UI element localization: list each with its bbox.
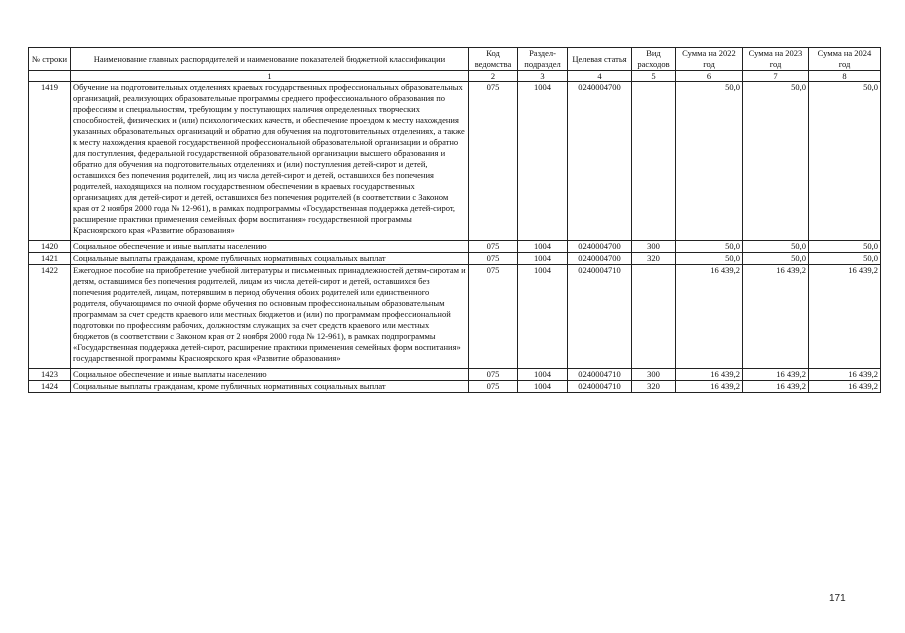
row-section: 1004: [518, 369, 568, 381]
row-section: 1004: [518, 253, 568, 265]
row-sum-2022: 16 439,2: [676, 381, 743, 393]
header-expense-type: Вид расходов: [632, 48, 676, 71]
header-row: [29, 48, 881, 71]
header-sum-2022: Сумма на 2022 год: [676, 48, 743, 71]
column-number: 7: [743, 71, 809, 82]
row-dept-code: 075: [469, 82, 518, 241]
table-row: [29, 381, 881, 393]
row-target-item: 0240004710: [568, 369, 632, 381]
column-number: [29, 71, 71, 82]
row-name: Социальные выплаты гражданам, кроме публичных нормативных социальных выплат: [71, 253, 469, 265]
column-number: 5: [632, 71, 676, 82]
row-sum-2024: 16 439,2: [809, 369, 881, 381]
row-sum-2023: 50,0: [743, 253, 809, 265]
row-sum-2023: 50,0: [743, 241, 809, 253]
row-target-item: 0240004710: [568, 381, 632, 393]
row-sum-2022: 16 439,2: [676, 369, 743, 381]
table-row: [29, 241, 881, 253]
row-number: 1423: [29, 369, 71, 381]
column-number-row: [29, 71, 881, 82]
row-target-item: 0240004710: [568, 265, 632, 369]
row-dept-code: 075: [469, 253, 518, 265]
row-sum-2023: 16 439,2: [743, 381, 809, 393]
row-target-item: 0240004700: [568, 253, 632, 265]
header-sum-2023: Сумма на 2023 год: [743, 48, 809, 71]
budget-table: [28, 47, 881, 393]
row-number: 1420: [29, 241, 71, 253]
row-expense-type: 320: [632, 253, 676, 265]
row-sum-2023: 16 439,2: [743, 265, 809, 369]
row-sum-2022: 50,0: [676, 253, 743, 265]
row-section: 1004: [518, 265, 568, 369]
row-target-item: 0240004700: [568, 241, 632, 253]
row-dept-code: 075: [469, 241, 518, 253]
row-name: Социальные выплаты гражданам, кроме публичных нормативных социальных выплат: [71, 381, 469, 393]
row-sum-2023: 16 439,2: [743, 369, 809, 381]
row-sum-2024: 50,0: [809, 241, 881, 253]
row-expense-type: [632, 82, 676, 241]
row-number: 1424: [29, 381, 71, 393]
row-number: 1419: [29, 82, 71, 241]
header-sum-2024: Сумма на 2024 год: [809, 48, 881, 71]
header-row-no: № строки: [29, 48, 71, 71]
column-number: 8: [809, 71, 881, 82]
page-number: 171: [829, 593, 846, 604]
row-section: 1004: [518, 381, 568, 393]
row-name: Ежегодное пособие на приобретение учебной литературы и письменных принадлежностей детям-сиротам и детям, оставшимся без попечения родителей, лицам из числа детей-сирот и детей, оставшихся без попечения родителей, лицам, потерявшим в период обучения обоих родителей или единственного родителя, обучающимся по очной форме обучения по основным профессиональным образовательным программам за счет средств краевого или местных бюджетов и (или) по программам профессиональной подготовки по профессиям рабочих, должностям служащих за счет средств краевого или местных бюджетов (в соответствии с Законом края от 2 ноября 2000 года № 12-961), в рамках подпрограммы «Государственная поддержка детей-сирот, расширение практики применения семейных форм воспитания» государственной программы Красноярского края «Развитие образования»: [71, 265, 469, 369]
row-sum-2022: 50,0: [676, 241, 743, 253]
header-name: Наименование главных распорядителей и наименование показателей бюджетной классификации: [71, 48, 469, 71]
table-row: [29, 369, 881, 381]
row-expense-type: 300: [632, 369, 676, 381]
row-sum-2024: 16 439,2: [809, 265, 881, 369]
row-sum-2024: 50,0: [809, 253, 881, 265]
header-dept-code: Код ведомства: [469, 48, 518, 71]
column-number: 1: [71, 71, 469, 82]
row-sum-2022: 16 439,2: [676, 265, 743, 369]
column-number: 4: [568, 71, 632, 82]
row-target-item: 0240004700: [568, 82, 632, 241]
row-sum-2024: 50,0: [809, 82, 881, 241]
row-section: 1004: [518, 82, 568, 241]
row-expense-type: [632, 265, 676, 369]
row-name: Обучение на подготовительных отделениях краевых государственных профессиональных образовательных организаций, реализующих образовательные программы среднего профессионального образования по профессиям и специальностям, требующим у поступающих наличия определенных творческих способностей, физических и (или) психологических качеств, и обеспечение проездом к месту нахождения указанных образовательных организаций и обратно для обучения на подготовительных отделениях, а также к месту нахождения краевой государственной профессиональной образовательной организации и обратно для поступления, федеральной государственной образовательной организации высшего образования и обратно для обучения на подготовительных отделениях и (или) поступления детей-сирот и детей, оставшихся без попечения родителей, лиц из числа детей-сирот и детей, оставшихся без попечения родителей, находящихся на полном государственном обеспечении в краевых государственных организациях для детей-сирот и детей, оставшихся без попечения родителей (в соответствии с Законом края от 2 ноября 2000 года № 12-961), в рамках подпрограммы «Государственная поддержка детей-сирот, расширение практики применения семейных форм воспитания» государственной программы Красноярского края «Развитие образования»: [71, 82, 469, 241]
row-sum-2024: 16 439,2: [809, 381, 881, 393]
table-row: [29, 82, 881, 241]
column-number: 6: [676, 71, 743, 82]
row-number: 1421: [29, 253, 71, 265]
row-dept-code: 075: [469, 369, 518, 381]
row-expense-type: 300: [632, 241, 676, 253]
header-target-item: Целевая статья: [568, 48, 632, 71]
row-dept-code: 075: [469, 265, 518, 369]
row-dept-code: 075: [469, 381, 518, 393]
column-number: 3: [518, 71, 568, 82]
row-sum-2023: 50,0: [743, 82, 809, 241]
row-name: Социальное обеспечение и иные выплаты населению: [71, 369, 469, 381]
column-number: 2: [469, 71, 518, 82]
header-section: Раздел-подраздел: [518, 48, 568, 71]
table-row: [29, 253, 881, 265]
row-name: Социальное обеспечение и иные выплаты населению: [71, 241, 469, 253]
table-row: [29, 265, 881, 369]
row-expense-type: 320: [632, 381, 676, 393]
row-sum-2022: 50,0: [676, 82, 743, 241]
row-number: 1422: [29, 265, 71, 369]
row-section: 1004: [518, 241, 568, 253]
